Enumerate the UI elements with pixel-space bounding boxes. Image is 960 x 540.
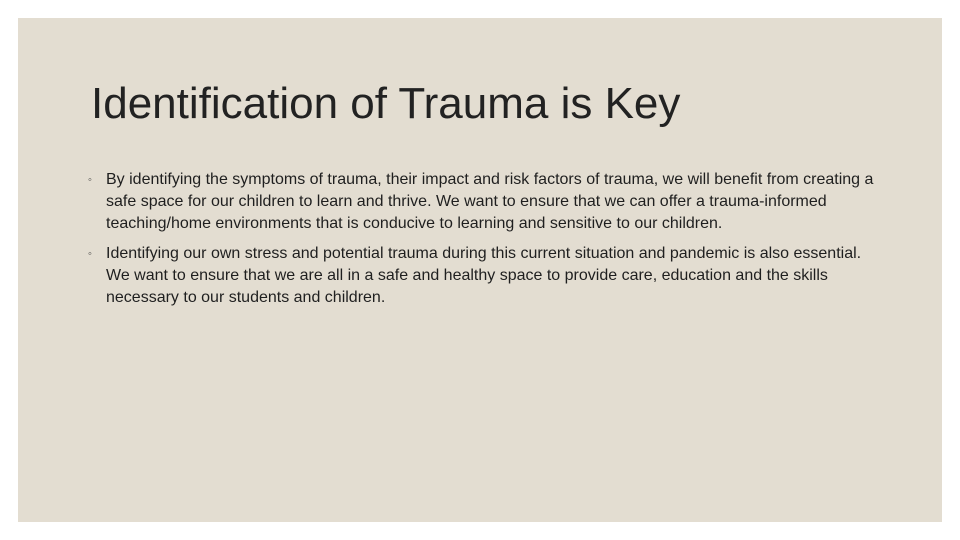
bullet-marker-icon: ◦: [88, 248, 92, 260]
bullet-text: By identifying the symptoms of trauma, their impact and risk factors of trauma, we will benefit from creating a safe space for our children to learn and thrive. We want to ensure that we can offer a trauma-informed teaching/home environments that is conducive to learning and sensitive to our children.: [106, 171, 874, 232]
bullet-item: [88, 169, 878, 235]
bullet-text: Identifying our own stress and potential trauma during this current situation and pandemic is also essential. We want to ensure that we are all in a safe and healthy space to provide care, education and the skills necessary to our students and children.: [106, 245, 862, 306]
slide-title: Identification of Trauma is Key: [91, 79, 681, 128]
slide: [18, 18, 942, 522]
bullet-item: [88, 243, 878, 309]
bullet-list: [88, 169, 878, 317]
bullet-marker-icon: ◦: [88, 174, 92, 186]
